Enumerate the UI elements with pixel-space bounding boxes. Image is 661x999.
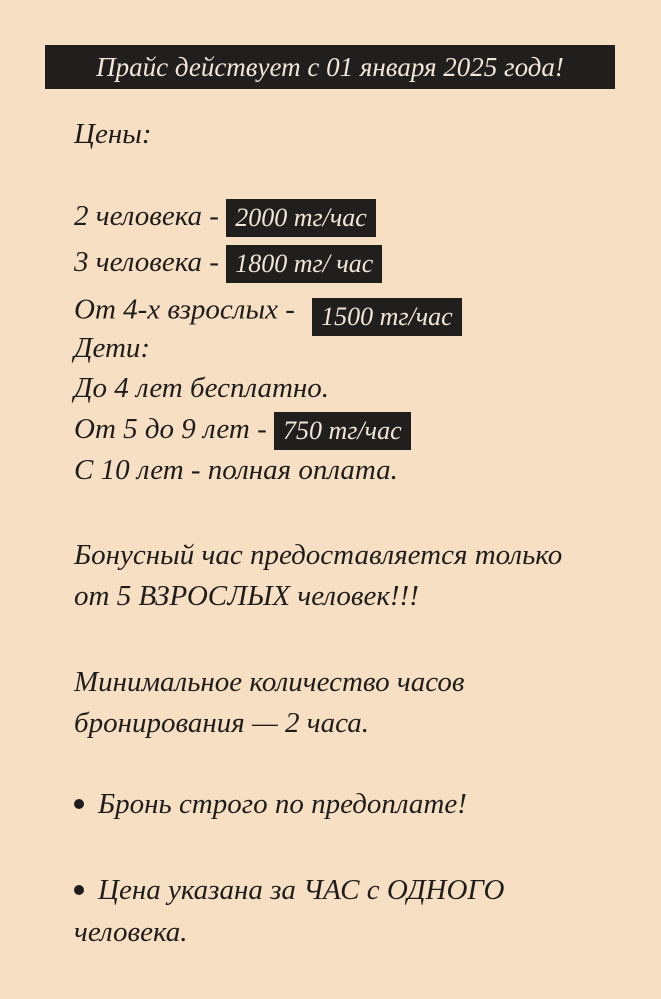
bullet-prepayment (74, 786, 467, 822)
price-label: От 4-х взрослых - (74, 293, 303, 326)
children-mid-row (74, 411, 411, 450)
children-full-line: С 10 лет - полная оплата. (74, 454, 398, 486)
validity-banner: Прайс действует с 01 января 2025 года! (45, 45, 615, 89)
bullet-price-per-person (74, 872, 504, 908)
bonus-line-1: Бонусный час предоставляется только (74, 539, 563, 571)
price-tag: 1500 тг/час (312, 298, 462, 336)
price-label: От 5 до 9 лет - (74, 413, 275, 445)
min-hours-line-1: Минимальное количество часов (74, 666, 465, 698)
bullet-dot-icon (74, 799, 84, 809)
children-heading: Дети: (74, 332, 151, 364)
price-row-2-people (74, 198, 376, 237)
price-label: 2 человека - (74, 200, 227, 232)
bullet-text: Бронь строго по предоплате! (98, 788, 467, 820)
bullet-dot-icon (74, 885, 84, 895)
price-tag: 2000 тг/час (226, 199, 376, 237)
price-row-3-people (74, 244, 382, 283)
children-free-line: До 4 лет бесплатно. (74, 372, 330, 404)
price-label: 3 человека - (74, 246, 227, 278)
bullet-text: Цена указана за ЧАС с ОДНОГО (98, 874, 505, 906)
price-tag: 1800 тг/ час (226, 245, 382, 283)
price-row-4-adults (74, 288, 462, 336)
prices-heading: Цены: (74, 118, 152, 150)
bonus-line-2: от 5 ВЗРОСЛЫХ человек!!! (74, 580, 419, 612)
price-tag: 750 тг/час (274, 412, 411, 450)
min-hours-line-2: бронирования — 2 часа. (74, 707, 369, 739)
bullet-price-per-person-cont: человека. (74, 916, 188, 948)
